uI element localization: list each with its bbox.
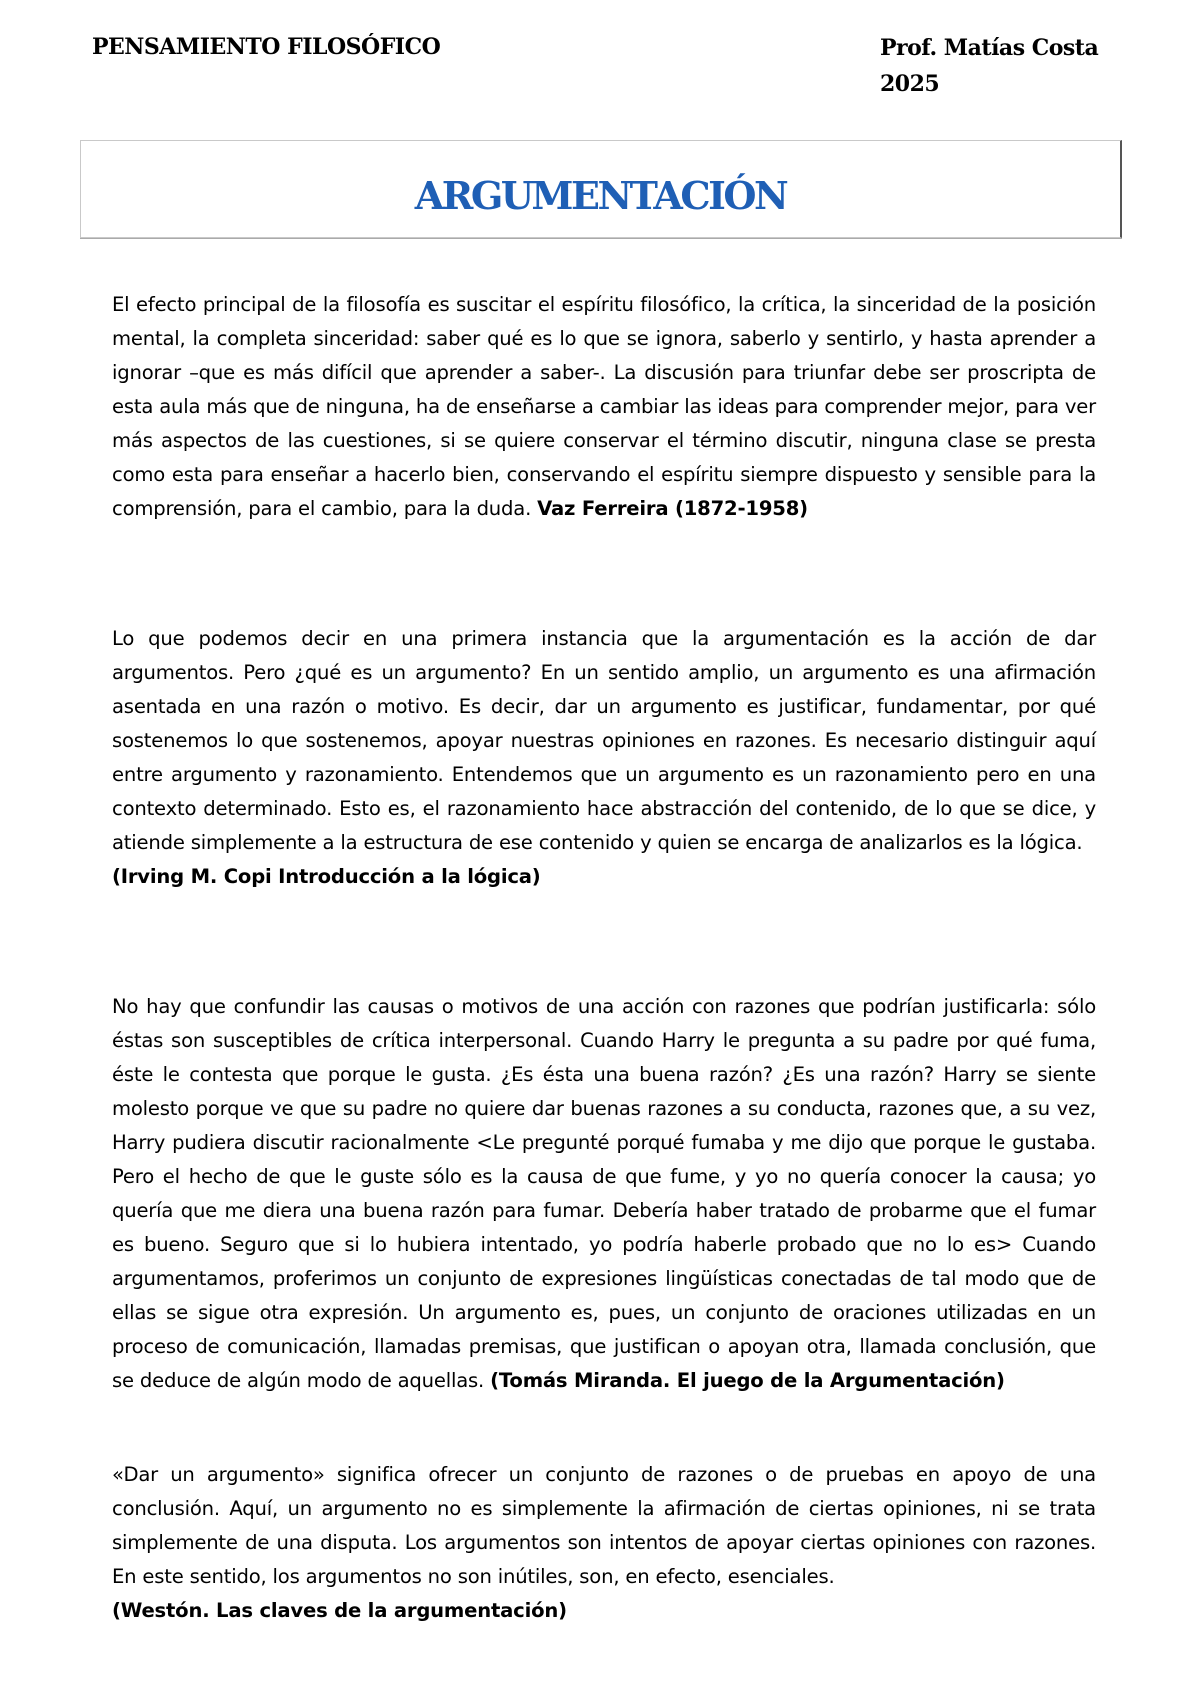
citation: (Westón. Las claves de la argumentación) [112,1599,567,1622]
title-box [80,140,1122,238]
paragraph-text: No hay que confundir las causas o motivos de una acción con razones que podrían justificarla: sólo éstas son susceptibles de crítica interpersonal. Cuando Harry le pregunta a su padre por qué fuma, éste le contesta que porque le gusta. ¿Es ésta una buena razón? ¿Es una razón? Harry se siente molesto porque ve que su padre no quiere dar buenas razones a su conducta, razones que, a su vez, Harry pudiera discutir racionalmente <Le pregunté porqué fumaba y me dijo que porque le gustaba. Pero el hecho de que le guste sólo es la causa de que fume, y yo no quería conocer la causa; yo quería que me diera una buena razón para fumar. Debería haber tratado de probarme que el fumar es bueno. Seguro que si lo hubiera intentado, yo podría haberle probado que no lo es> Cuando argumentamos, proferimos un conjunto de expresiones lingüísticas conectadas de tal modo que de ellas se sigue otra expresión. Un argumento es, pues, un conjunto de oraciones utilizadas en un proceso de comunicación, llamadas premisas, que justifican o apoyan otra, llamada conclusión, que se deduce de algún modo de aquellas. [112,995,1096,1392]
professor-name: Prof. Matías Costa [880,35,1099,61]
paragraph-miranda [112,990,1096,1398]
paragraph-text: El efecto principal de la filosofía es suscitar el espíritu filosófico, la crítica, la sinceridad de la posición mental, la completa sinceridad: saber qué es lo que se ignora, saberlo y sentirlo, y hasta aprender a ignorar –que es más difícil que aprender a saber-. La discusión para triunfar debe ser proscripta de esta aula más que de ninguna, ha de enseñarse a cambiar las ideas para comprender mejor, para ver más aspectos de las cuestiones, si se quiere conservar el término discutir, ninguna clase se presta como esta para enseñar a hacerlo bien, conservando el espíritu siempre dispuesto y sensible para la comprensión, para el cambio, para la duda. [112,293,1096,520]
paragraph-vaz-ferreira [112,288,1096,526]
paragraph-copi [112,622,1096,894]
author-block [880,30,1098,102]
citation: (Tomás Miranda. El juego de la Argumentación) [490,1369,1005,1392]
citation: (Irving M. Copi Introducción a la lógica) [112,865,541,888]
paragraph-text: Lo que podemos decir en una primera instancia que la argumentación es la acción de dar argumentos. Pero ¿qué es un argumento? En un sentido amplio, un argumento es una afirmación asentada en una razón o motivo. Es decir, dar un argumento es justificar, fundamentar, por qué sostenemos lo que sostenemos, apoyar nuestras opiniones en razones. Es necesario distinguir aquí entre argumento y razonamiento. Entendemos que un argumento es un razonamiento pero en una contexto determinado. Esto es, el razonamiento hace abstracción del contenido, de lo que se dice, y atiende simplemente a la estructura de ese contenido y quien se encarga de analizarlos es la lógica. [112,627,1096,854]
paragraph-weston [112,1458,1096,1628]
year: 2025 [880,71,940,97]
citation: Vaz Ferreira (1872-1958) [537,497,808,520]
paragraph-text: «Dar un argumento» significa ofrecer un conjunto de razones o de pruebas en apoyo de una conclusión. Aquí, un argumento no es simplemente la afirmación de ciertas opiniones, ni se trata simplemente de una disputa. Los argumentos son intentos de apoyar ciertas opiniones con razones. En este sentido, los argumentos no son inútiles, son, en efecto, esenciales. [112,1463,1096,1588]
page-title: ARGUMENTACIÓN [414,173,787,218]
course-name: PENSAMIENTO FILOSÓFICO [92,34,441,60]
